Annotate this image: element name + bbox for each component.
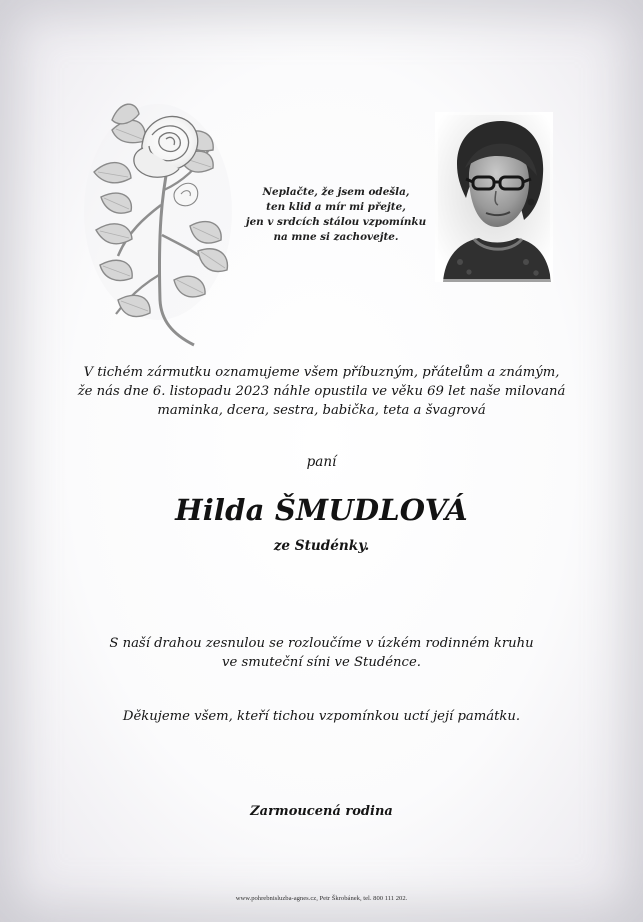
death-announcement: [60, 363, 583, 420]
memorial-poem: [236, 185, 436, 245]
deceased-origin: ze Studénky.: [273, 538, 370, 554]
honorific: paní: [306, 454, 337, 470]
poem-line: jen v srdcích stálou vzpomínku: [245, 216, 427, 228]
thanks-text: Děkujeme všem, kteří tichou vzpomínkou uctí její památku.: [122, 709, 521, 724]
rose-icon: [76, 90, 236, 350]
poem-line: na mne si zachovejte.: [273, 231, 399, 243]
portrait-photo: [435, 112, 553, 282]
deceased-name: Hilda ŠMUDLOVÁ: [175, 493, 468, 527]
announcement-line: V tichém zármutku oznamujeme všem příbuzným, přátelům a známým,: [83, 365, 560, 380]
poem-line: ten klid a mír mi přejte,: [266, 201, 406, 213]
funeral-notice: [60, 634, 583, 672]
farewell-line: S naší drahou zesnulou se rozloučíme v úzkém rodinném kruhu: [109, 636, 534, 651]
farewell-line: ve smuteční síni ve Studénce.: [222, 655, 421, 670]
announcement-line: maminka, dcera, sestra, babička, teta a švagrová: [157, 403, 486, 418]
announcement-line: že nás dne 6. listopadu 2023 náhle opustila ve věku 69 let naše milovaná: [77, 384, 566, 399]
poem-line: Neplačte, že jsem odešla,: [262, 186, 410, 198]
funeral-service-footer: www.pohrebnisluzba-agnes.cz, Petr Škrobánek, tel. 800 111 202.: [235, 895, 408, 902]
family-signature: Zarmoucená rodina: [250, 804, 393, 819]
